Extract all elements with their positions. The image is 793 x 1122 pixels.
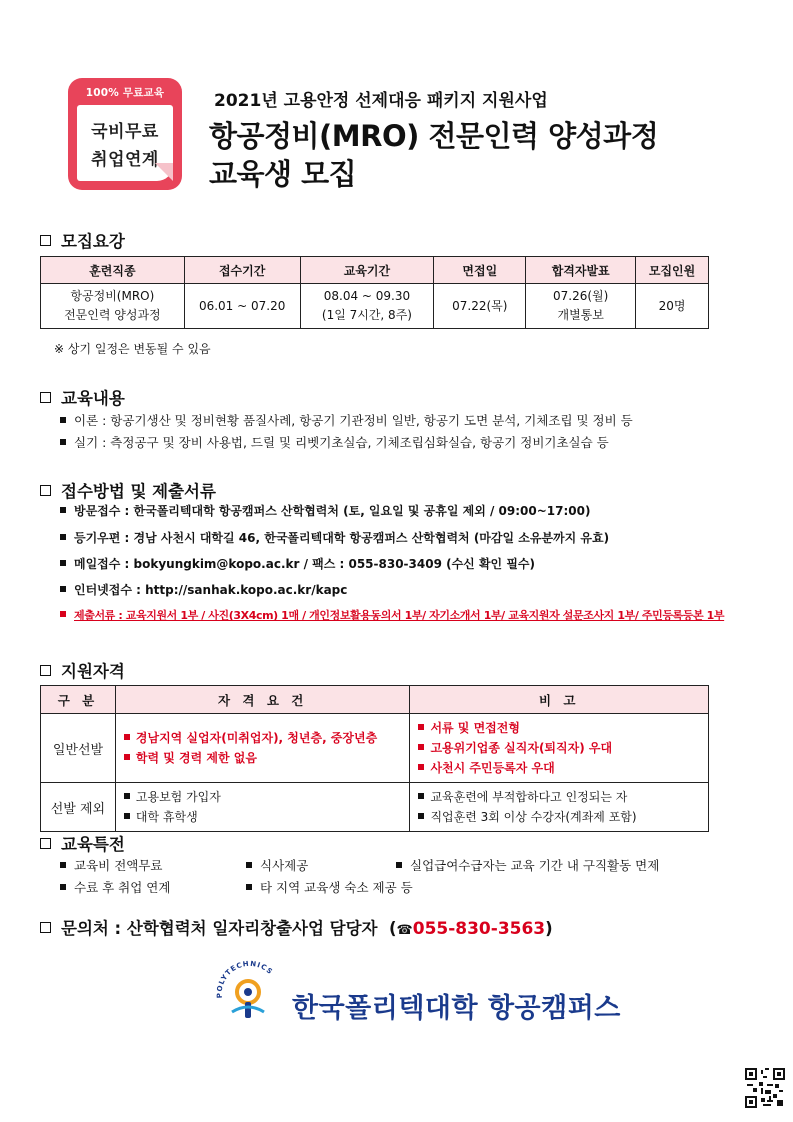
bullet-icon — [124, 813, 130, 819]
col-edu-period: 교육기간 — [300, 257, 434, 284]
bullet-icon — [246, 862, 252, 868]
cell-course: 항공정비(MRO) 전문인력 양성과정 — [41, 284, 185, 329]
badge-line-1: 국비무료 — [91, 122, 159, 142]
qr-code-icon[interactable] — [745, 1068, 785, 1108]
list-item: 경남지역 실업자(미취업자), 청년층, 중장년층 — [124, 728, 402, 748]
row-label-excluded: 선발 제외 — [41, 783, 116, 832]
list-item: 타 지역 교육생 숙소 제공 등 — [246, 878, 413, 896]
table-header-row — [41, 257, 709, 284]
list-item: 학력 및 경력 제한 없음 — [124, 748, 402, 768]
bullet-icon — [246, 884, 252, 890]
bullet-icon — [60, 884, 66, 890]
list-item: 서류 및 면접전형 — [418, 718, 700, 738]
col-course: 훈련직종 — [41, 257, 185, 284]
free-education-badge — [68, 78, 182, 190]
cell-edu-period: 08.04 ~ 09.30 (1일 7시간, 8주) — [300, 284, 434, 329]
phone-icon: ☎ — [396, 923, 413, 938]
bullet-icon — [418, 793, 424, 799]
table-row — [41, 284, 709, 329]
cell-interview: 07.22(목) — [434, 284, 526, 329]
schedule-note: ※ 상기 일정은 변동될 수 있음 — [54, 342, 211, 356]
required-docs: 제출서류 : 교육지원서 1부 / 사진(3X4cm) 1매 / 개인정보활용동의서 1부/ 자기소개서 1부/ 교육지원자 설문조사지 1부/ 주민등록등본 1부 — [60, 607, 724, 623]
table-row — [41, 714, 709, 783]
col-apply-period: 접수기간 — [184, 257, 300, 284]
checkbox-icon — [40, 838, 51, 849]
bullet-icon — [60, 417, 66, 423]
badge-fold-corner — [155, 163, 173, 181]
bullet-icon — [60, 611, 66, 617]
col-interview: 면접일 — [434, 257, 526, 284]
checkbox-icon — [40, 392, 51, 403]
recruit-heading: 모집요강 — [40, 228, 125, 252]
contact-line: 문의처 : 산학협력처 일자리창출사업 담당자 (☎055-830-3563) — [40, 915, 553, 939]
campus-logo-text: 한국폴리텍대학 항공캠퍼스 — [292, 993, 621, 1024]
submit-heading: 접수방법 및 제출서류 — [40, 478, 216, 502]
list-item: 사천시 주민등록자 우대 — [418, 758, 700, 778]
cell-quota: 20명 — [636, 284, 709, 329]
bullet-icon — [396, 862, 402, 868]
list-item: 이론 : 항공기생산 및 정비현황 품질사례, 항공기 기관정비 일반, 항공기 도면 분석, 기체조립 및 정비 등 — [60, 411, 633, 429]
checkbox-icon — [40, 485, 51, 496]
table-row — [41, 783, 709, 832]
list-item: 식사제공 — [246, 856, 308, 874]
list-item: 인터넷접수 : http://sanhak.kopo.ac.kr/kapc — [60, 581, 347, 598]
page-title-line-2: 교육생 모집 — [209, 157, 357, 191]
badge-line-2: 취업연계 — [91, 150, 159, 170]
list-item: 실업급여수급자는 교육 기간 내 구직활동 면제 — [396, 856, 659, 874]
bullet-icon — [124, 754, 130, 760]
cell-apply-period: 06.01 ~ 07.20 — [184, 284, 300, 329]
emblem-arc-text: POLYTECHNICS — [215, 959, 275, 999]
program-subtitle: 2021년 고용안정 선제대응 패키지 지원사업 — [214, 91, 548, 111]
bullet-icon — [60, 560, 66, 566]
recruit-table — [40, 256, 709, 329]
bullet-icon — [60, 862, 66, 868]
bullet-icon — [60, 586, 66, 592]
list-item: 등기우편 : 경남 사천시 대학길 46, 한국폴리텍대학 항공캠퍼스 산학협력처 (마감일 소유분까지 유효) — [60, 529, 609, 546]
bullet-icon — [60, 439, 66, 445]
col-quota: 모집인원 — [636, 257, 709, 284]
bullet-icon — [124, 734, 130, 740]
list-item: 대학 휴학생 — [124, 807, 402, 827]
col-requirements: 자 격 요 건 — [115, 686, 410, 714]
checkbox-icon — [40, 665, 51, 676]
col-notes: 비 고 — [410, 686, 709, 714]
col-type: 구 분 — [41, 686, 116, 714]
table-header-row — [41, 686, 709, 714]
cell-requirements — [115, 714, 410, 783]
bullet-icon — [418, 764, 424, 770]
col-result: 합격자발표 — [526, 257, 636, 284]
cell-requirements — [115, 783, 410, 832]
polytechnic-emblem-icon — [212, 954, 284, 1026]
contact-phone[interactable]: 055-830-3563 — [412, 919, 546, 939]
qualify-heading: 지원자격 — [40, 658, 125, 682]
bullet-icon — [418, 813, 424, 819]
list-item: 직업훈련 3회 이상 수강자(계좌제 포함) — [418, 807, 700, 827]
list-item: 고용보험 가입자 — [124, 787, 402, 807]
checkbox-icon — [40, 235, 51, 246]
bullet-icon — [418, 724, 424, 730]
bullet-icon — [418, 744, 424, 750]
content-heading: 교육내용 — [40, 385, 125, 409]
checkbox-icon — [40, 922, 51, 933]
badge-top-text: 100% 무료교육 — [85, 87, 165, 99]
bullet-icon — [60, 507, 66, 513]
list-item: 실기 : 측정공구 및 장비 사용법, 드릴 및 리벳기초실습, 기체조립심화실습, 항공기 정비기초실습 등 — [60, 433, 609, 451]
list-item: 수료 후 취업 연계 — [60, 878, 170, 896]
page-title: 항공정비(MRO) 전문인력 양성과정 — [209, 119, 659, 153]
qualify-table — [40, 685, 709, 832]
cell-notes — [410, 714, 709, 783]
list-item: 메일접수 : bokyungkim@kopo.ac.kr / 팩스 : 055-830-3409 (수신 확인 필수) — [60, 555, 535, 572]
bullet-icon — [60, 534, 66, 540]
row-label-general: 일반선발 — [41, 714, 116, 783]
list-item: 방문접수 : 한국폴리텍대학 항공캠퍼스 산학협력처 (토, 일요일 및 공휴일 제외 / 09:00~17:00) — [60, 502, 590, 519]
list-item: 교육훈련에 부적합하다고 인정되는 자 — [418, 787, 700, 807]
cell-notes — [410, 783, 709, 832]
benefits-heading: 교육특전 — [40, 831, 125, 855]
bullet-icon — [124, 793, 130, 799]
list-item: 교육비 전액무료 — [60, 856, 163, 874]
list-item: 고용위기업종 실직자(퇴직자) 우대 — [418, 738, 700, 758]
cell-result: 07.26(월) 개별통보 — [526, 284, 636, 329]
